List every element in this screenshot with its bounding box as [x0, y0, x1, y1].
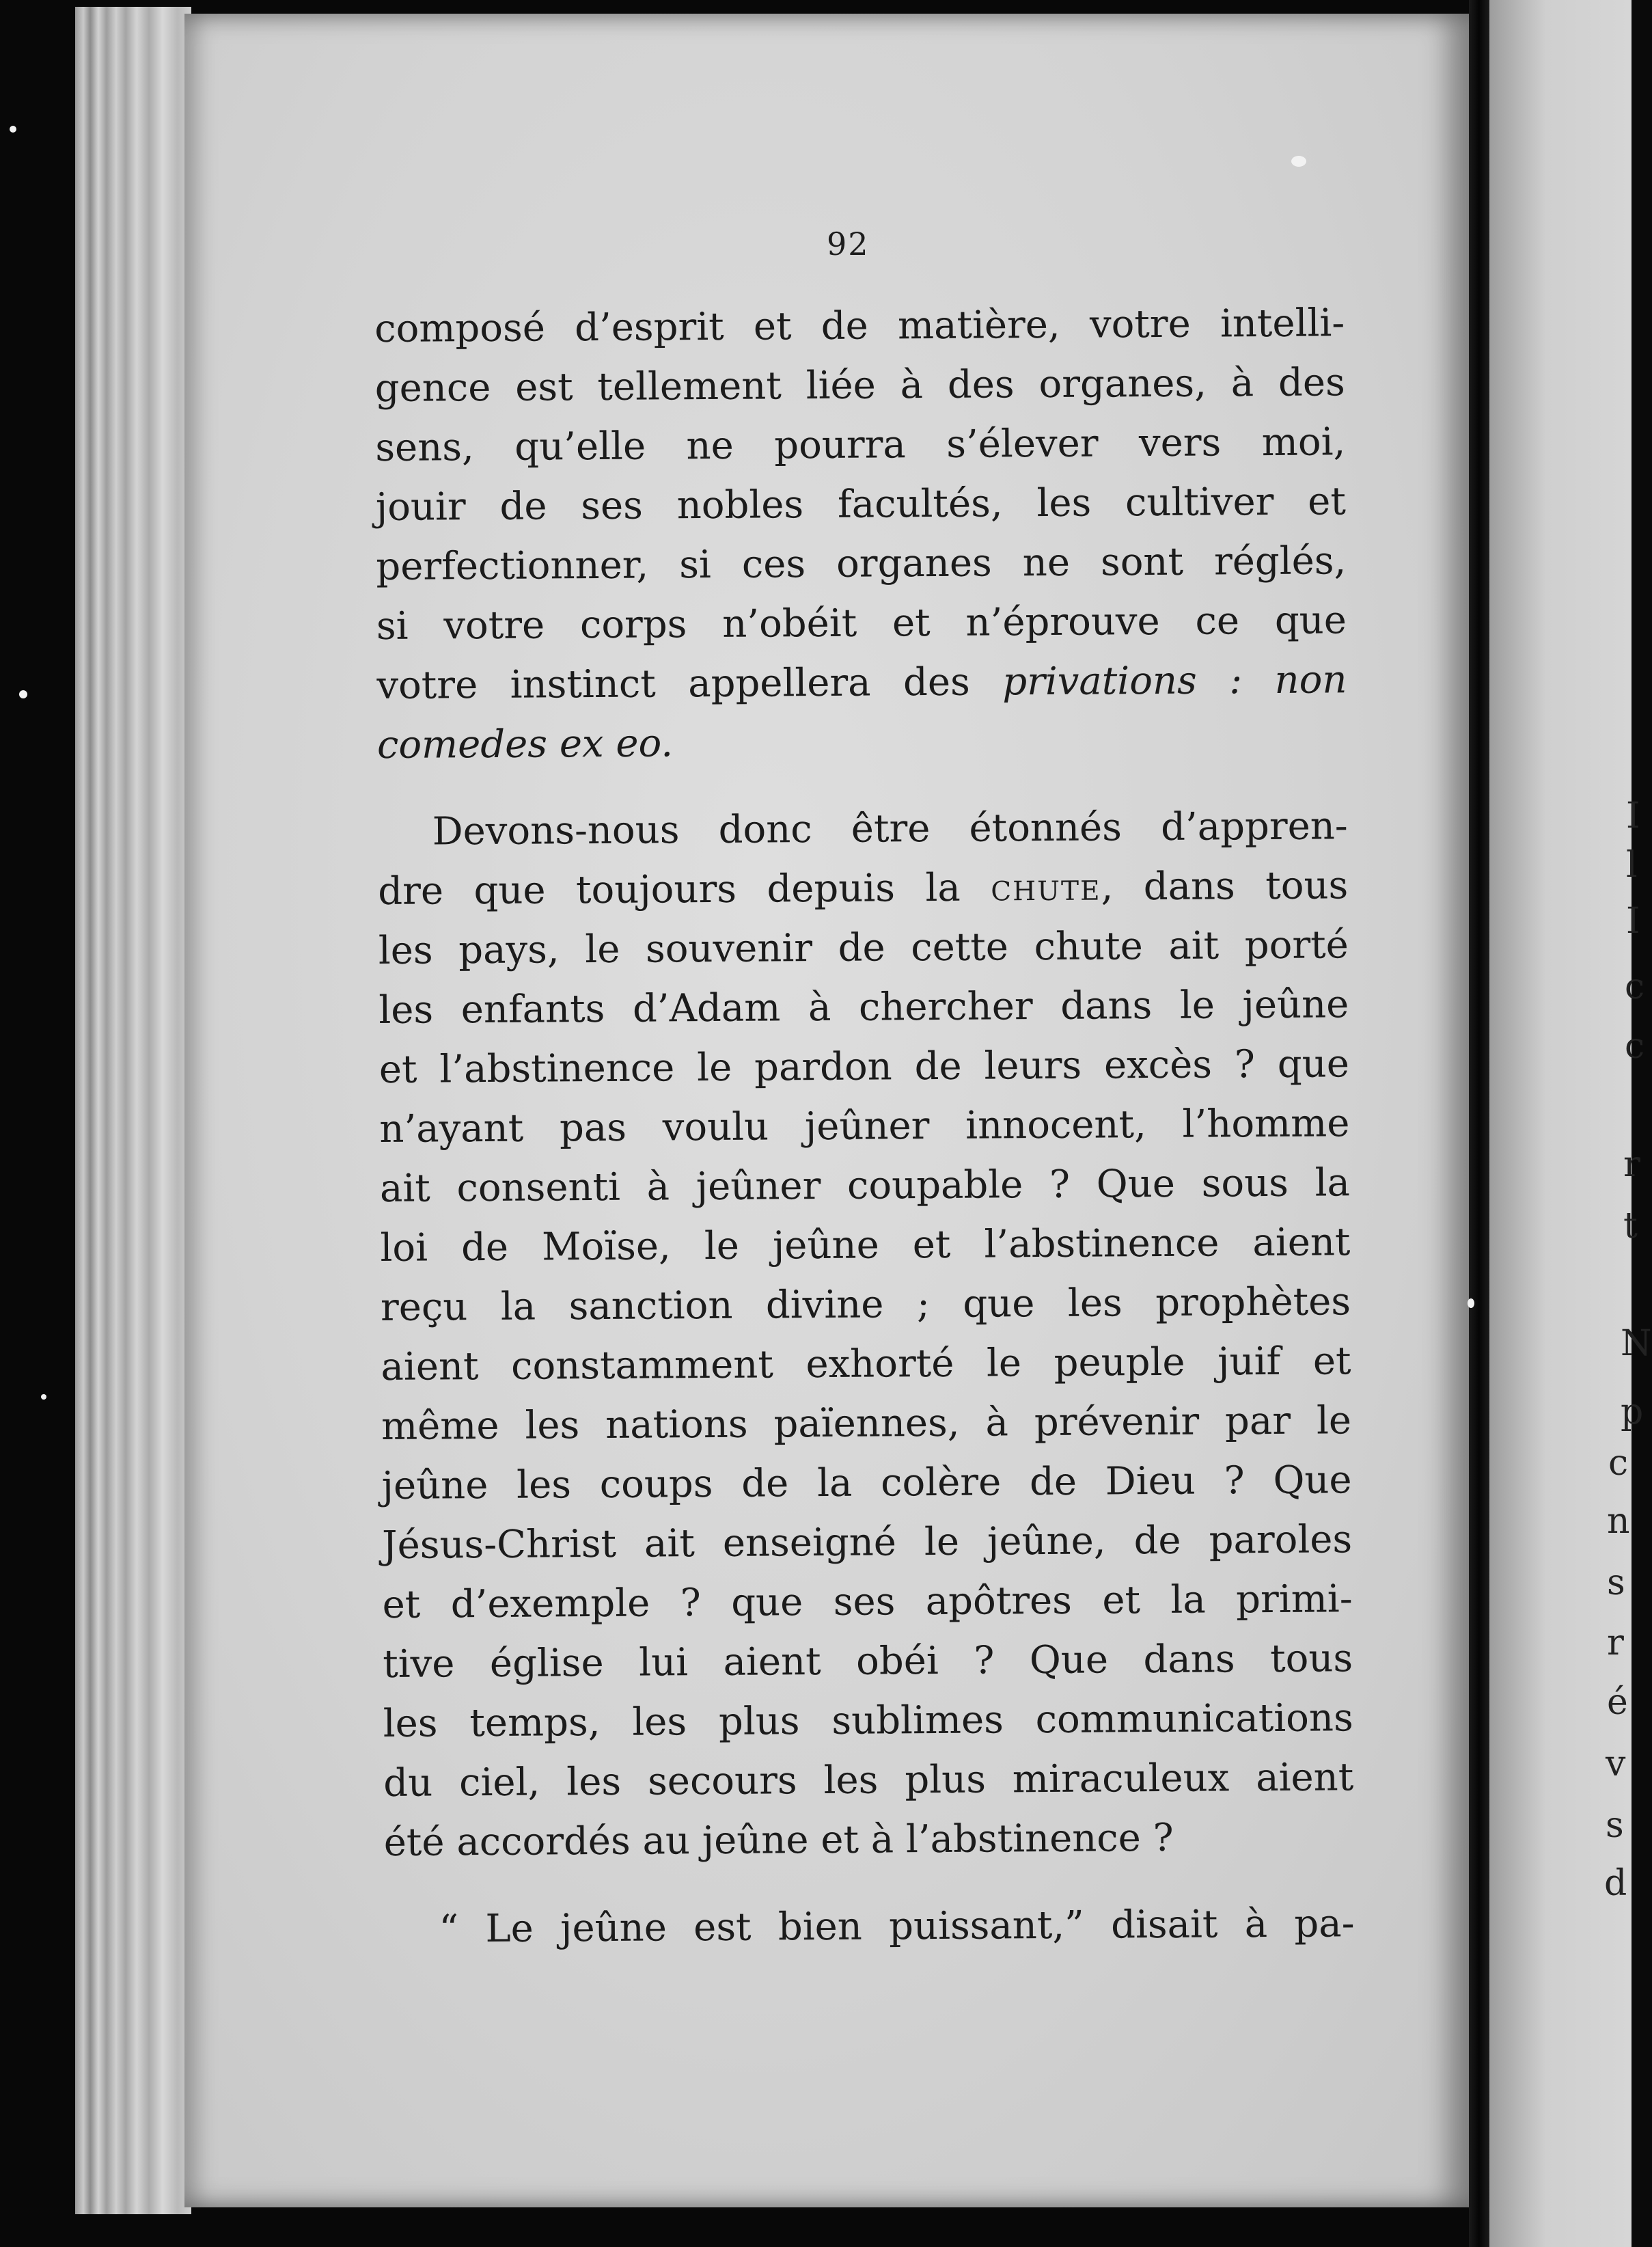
dust-speck — [41, 1394, 46, 1400]
text-line: les enfants d’Adam à chercher dans le jeûne — [378, 982, 1349, 1033]
text-line: composé d’esprit et de matière, votre intelli- — [374, 301, 1345, 351]
facing-fragment: r — [1607, 1622, 1624, 1663]
text-line: les temps, les plus sublimes communications — [383, 1696, 1353, 1746]
text-line: même les nations païennes, à prévenir par le — [381, 1398, 1352, 1449]
text-line: les pays, le souvenir de cette chute ait porté — [378, 923, 1349, 973]
facing-fragment: N — [1621, 1323, 1652, 1364]
text-line: gence est tellement liée à des organes, à des — [374, 360, 1345, 411]
text-line — [378, 856, 1349, 921]
text-run: dre que toujours depuis la — [378, 865, 961, 914]
facing-fragment: s — [1607, 1562, 1625, 1603]
text-line: jouir de ses nobles facultés, les cultiver et — [375, 479, 1347, 530]
facing-fragment: c — [1625, 1026, 1645, 1067]
facing-fragment: p — [1621, 1391, 1644, 1432]
dust-speck — [10, 126, 16, 133]
text-line: perfectionner, si ces organes ne sont réglés, — [376, 539, 1347, 589]
text-line: Jésus-Christ ait enseigné le jeûne, de paroles — [381, 1517, 1353, 1568]
text-line: si votre corps n’obéit et n’éprouve ce que — [376, 598, 1347, 649]
text-line: reçu la sanction divine ; que les prophètes — [380, 1279, 1351, 1330]
body-text — [374, 293, 1355, 1959]
text-line: du ciel, les secours les plus miraculeux aient — [383, 1755, 1354, 1806]
italic-text: privations : non — [1002, 657, 1347, 705]
text-line: et l’abstinence le pardon de leurs excès ? que — [378, 1041, 1350, 1092]
text-line: n’ayant pas voulu jeûner innocent, l’homme — [379, 1101, 1350, 1152]
text-line: jeûne les coups de la colère de Dieu ? Que — [381, 1458, 1352, 1508]
facing-fragment: é — [1607, 1682, 1628, 1723]
text-line: ait consenti à jeûner coupable ? Que sous la — [379, 1160, 1351, 1211]
text-run: votre instinct appellera des — [376, 659, 970, 708]
text-line: et d’exemple ? que ses apôtres et la primi- — [382, 1577, 1353, 1627]
facing-fragment: I — [1626, 795, 1640, 836]
text-line: aient constamment exhorté le peuple juif et — [381, 1339, 1351, 1389]
page-edges — [75, 7, 191, 2214]
facing-fragment: s — [1606, 1805, 1624, 1846]
text-line: Devons-nous donc être étonnés d’appren- — [432, 804, 1348, 854]
text-line: “ Le jeûne est bien puissant,” disait à pa- — [439, 1901, 1355, 1952]
facing-fragment: l — [1626, 845, 1638, 886]
facing-fragment: d — [1604, 1863, 1627, 1904]
smallcaps-text: chute — [991, 864, 1101, 910]
facing-fragment: v — [1606, 1743, 1626, 1784]
text-line: tive église lui aient obéi ? Que dans tous — [383, 1636, 1353, 1687]
facing-fragment: c — [1608, 1443, 1629, 1484]
facing-fragment: c — [1625, 966, 1645, 1007]
facing-page — [1489, 0, 1652, 2247]
dust-speck — [1468, 1298, 1474, 1308]
facing-fragment: n — [1607, 1501, 1630, 1542]
dust-speck — [19, 690, 27, 698]
text-line — [376, 650, 1347, 716]
facing-fragment: r — [1623, 1144, 1640, 1185]
text-run: , dans tous — [1101, 863, 1349, 910]
dust-speck — [1291, 156, 1306, 167]
book-gutter — [1469, 0, 1489, 2247]
facing-fragment: t — [1623, 1206, 1638, 1247]
page-number: 92 — [827, 226, 870, 262]
facing-fragment: I — [1626, 901, 1640, 942]
text-line: sens, qu’elle ne pourra s’élever vers moi, — [375, 420, 1346, 470]
text-line: loi de Moïse, le jeûne et l’abstinence aient — [380, 1220, 1351, 1270]
italic-text-line: comedes ex eo. — [376, 721, 674, 767]
text-line: été accordés au jeûne et à l’abstinence ? — [383, 1815, 1174, 1865]
